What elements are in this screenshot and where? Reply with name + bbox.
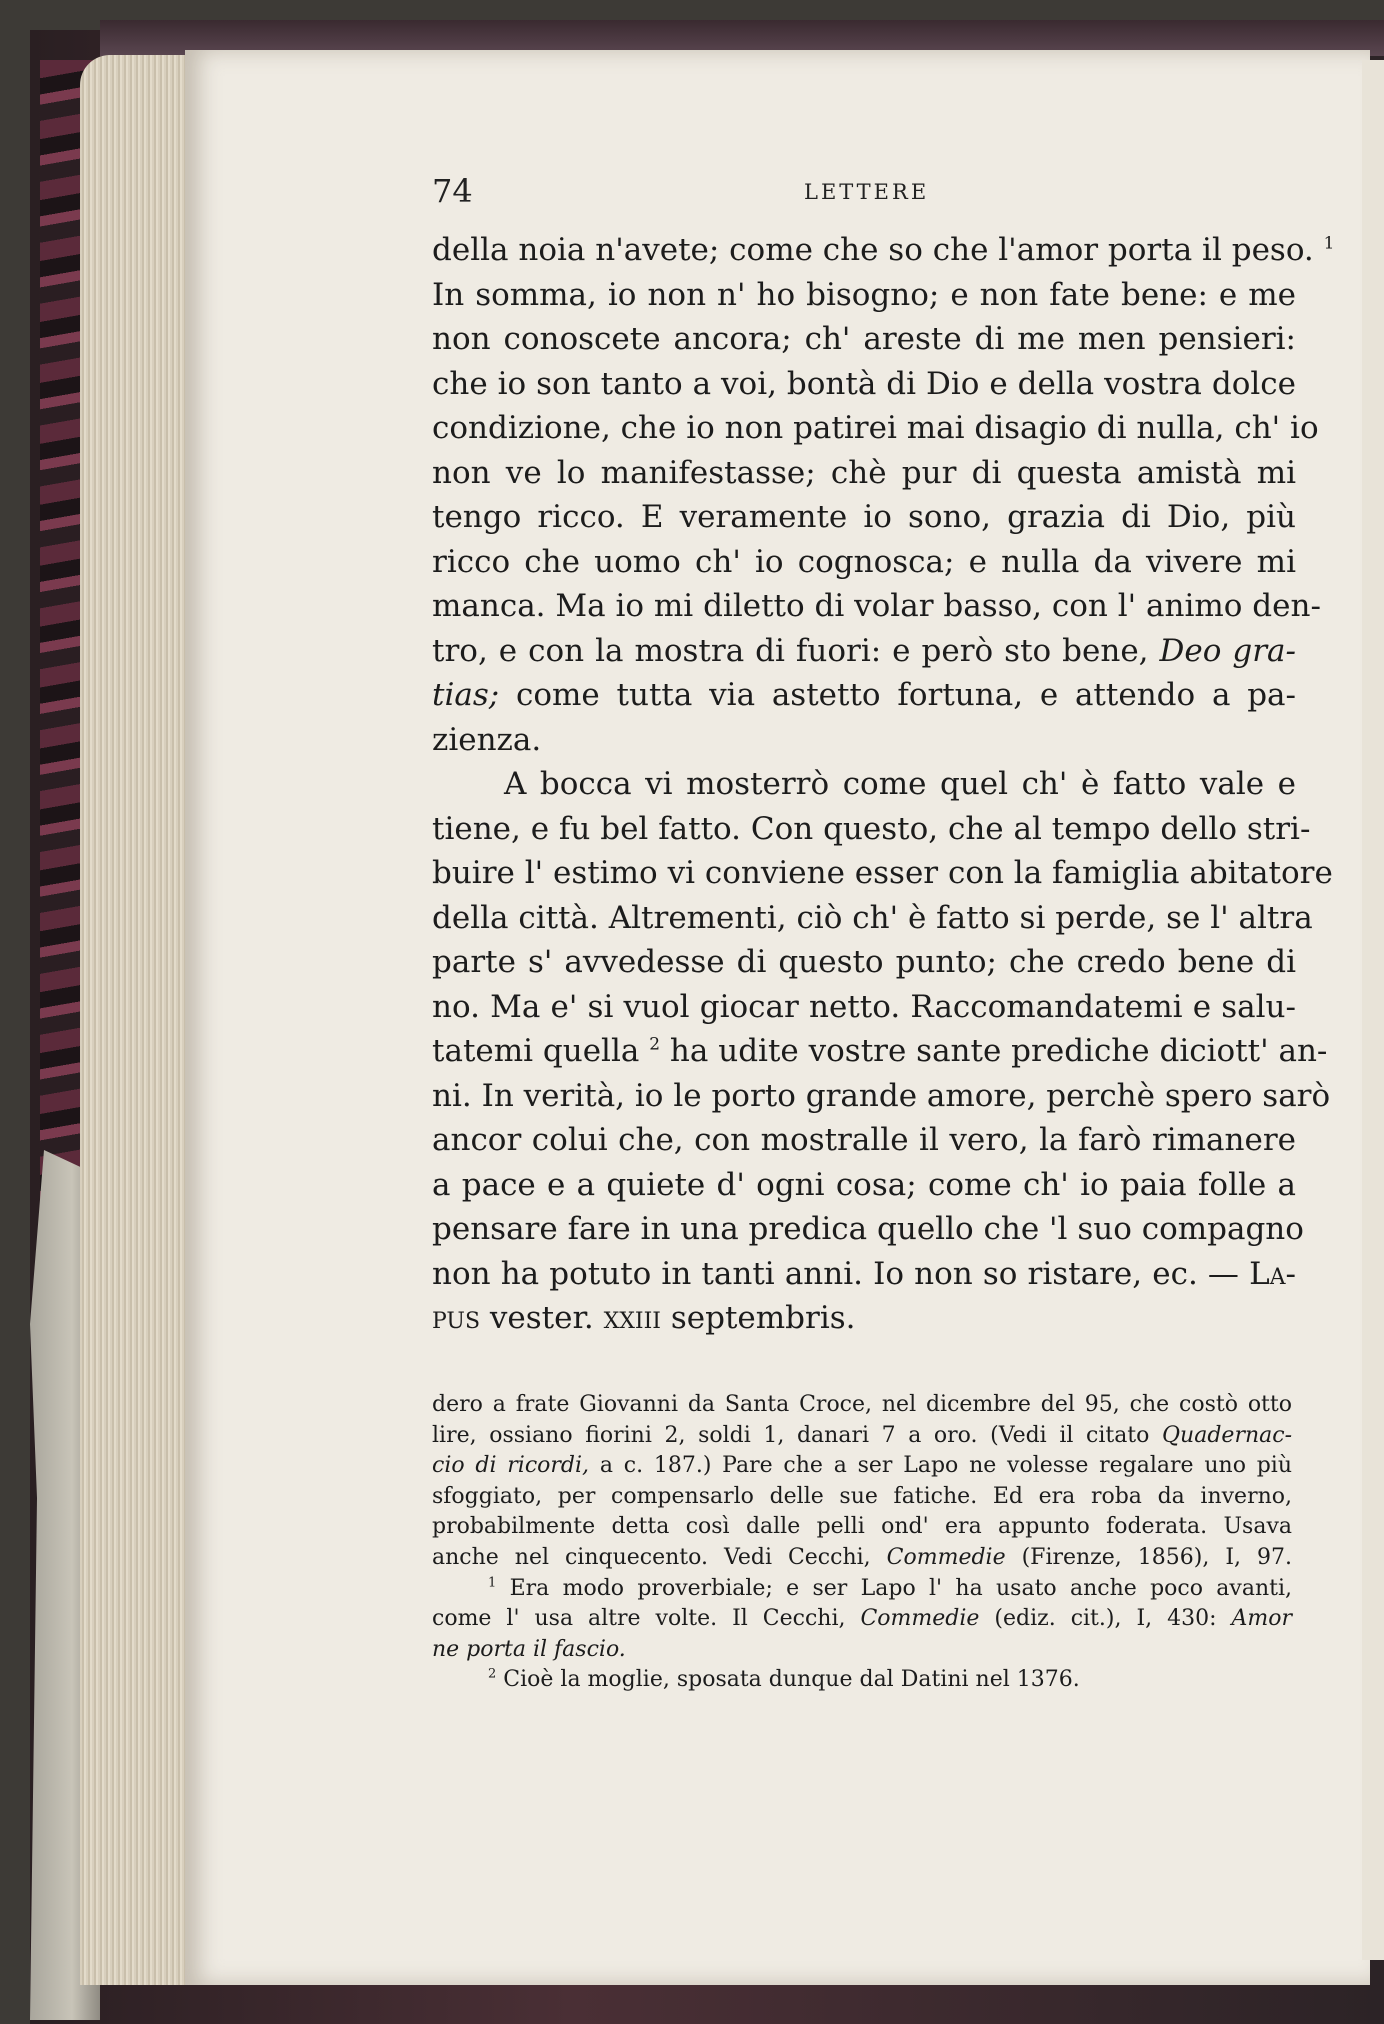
italic-text: ne porta il fascio. [432,1636,626,1662]
text-line [432,985,1296,1030]
line-text: septembris. [670,1300,856,1336]
footnote-line [432,1512,1292,1543]
line-text: che io son tanto a voi, bontà di Dio e della vostra dolce [432,365,1296,402]
text-line [432,1296,1296,1341]
line-text: sfoggiato, per compensarlo delle sue fatiche. Ed era roba da inverno, [432,1483,1292,1509]
line-text: tengo ricco. E veramente io sono, grazia di Dio, più [432,499,1296,535]
line-text: probabilmente detta così dalle pelli ond' era appunto foderata. Usava [432,1514,1292,1540]
text-line [432,362,1296,407]
line-text: vester. [489,1300,594,1336]
text-line [432,406,1319,451]
line-text: buire l' estimo vi conviene esser con la famiglia abitatore [432,855,1333,891]
footnote-line [432,1451,1292,1482]
text-line [432,1118,1296,1163]
line-text: manca. Ma io mi diletto di volar basso, con l' animo den- [432,588,1321,624]
line-text: ricco che uomo ch' io cognosca; e nulla da vivere mi [432,543,1296,580]
footnotes [432,1390,1292,1696]
next-page-strip [1362,60,1384,1960]
line-text: dero a frate Giovanni da Santa Croce, nel dicembre del 95, che costò otto [432,1392,1292,1417]
text-line [432,1252,1296,1297]
line-text: tro, e con la mostra di fuori: e però sto bene, [432,632,1149,669]
italic-text: Deo gra- [1159,632,1296,669]
text-line [432,718,1296,763]
text-line [432,1029,1328,1074]
text-line [432,629,1296,674]
text-line [432,495,1296,540]
footnote-marker: 1 [1323,233,1335,254]
footnote-line [432,1543,1292,1574]
line-text: ni. In verità, io le porto grande amore, perchè spero sarò [432,1077,1331,1114]
text-line [432,896,1313,941]
line-text: come l' usa altre volte. Il Cecchi, [432,1606,846,1632]
running-head [432,172,1292,212]
italic-text: cio di ricordi, [432,1453,590,1479]
text-line [432,451,1296,496]
italic-text: Quadernac- [1162,1422,1292,1448]
footnote-line [432,1482,1292,1513]
line-text: non ha potuto in tanti anni. Io non so ristare, ec. — [432,1255,1239,1292]
footnote-marker: 1 [488,1575,497,1591]
line-text: non ve lo manifestasse; chè pur di questa amistà mi [432,454,1296,491]
small-caps-text: xxiii [603,1300,661,1336]
footnote-line [432,1421,1292,1452]
italic-text: Amor [1231,1606,1293,1632]
line-text: ancor colui che, con mostralle il vero, la farò rimanere [432,1122,1296,1158]
line-text: tiene, e fu bel fatto. Con questo, che al tempo dello stri- [432,810,1311,847]
line-text: parte s' avvedesse di questo punto; che credo bene di [432,944,1296,980]
line-text: (Firenze, 1856), I, 97. [1021,1544,1292,1570]
line-text: lire, ossiano fiorini 2, soldi 1, danari 7 a oro. (Vedi il citato [432,1422,1150,1448]
text-line [432,1163,1296,1208]
text-line [432,540,1296,585]
page-number: 74 [432,172,473,210]
line-text: a c. 187.) Pare che a ser Lapo ne volesse regalare uno più [599,1453,1293,1479]
italic-text: Commedie [860,1606,980,1632]
line-text: come tutta via astetto fortuna, e attendo a pa- [516,677,1296,713]
running-head-title: LETTERE [804,180,930,204]
text-line [432,273,1296,318]
line-text: zienza. [432,721,542,758]
text-line [432,1207,1304,1252]
line-text: a pace e a quiete d' ogni cosa; come ch' io paia folle a [432,1166,1296,1203]
small-caps-text: pus [432,1300,481,1336]
small-caps-text: La- [1249,1255,1297,1292]
footnote-line [432,1390,1292,1421]
line-text: In somma, io non n' ho bisogno; e non fate bene: e me [432,276,1296,313]
line-text: Cioè la moglie, sposata dunque dal Datini nel 1376. [503,1667,1080,1693]
line-text: ha udite vostre sante prediche diciott' an- [669,1033,1328,1069]
line-text: no. Ma e' si vuol giocar netto. Raccomandatemi e salu- [432,988,1296,1025]
text-line [432,851,1333,896]
line-text: della città. Altrementi, ciò ch' è fatto si perde, se l' altra [432,899,1313,936]
text-line [432,673,1296,718]
main-text [432,228,1335,1341]
footnote-marker: 2 [488,1667,497,1683]
text-line [432,584,1321,629]
footnote-line [432,1635,1292,1666]
line-text: non conoscete ancora; ch' areste di me men pensieri: [432,321,1296,357]
text-line [432,940,1296,985]
text-line [432,762,1296,807]
text-line [432,1074,1331,1119]
line-text: anche nel cinquecento. Vedi Cecchi, [432,1544,871,1570]
line-text: condizione, che io non patirei mai disagio di nulla, ch' io [432,410,1319,446]
text-line [432,317,1296,362]
text-line [432,807,1311,852]
footnote-line [432,1604,1292,1635]
line-text: pensare fare in una predica quello che 'l suo compagno [432,1211,1304,1247]
page-edges [80,55,200,1985]
line-text: A bocca vi mosterrò come quel ch' è fatto vale e [504,766,1296,802]
line-text: tatemi quella [432,1033,640,1069]
line-text: della noia n'avete; come che so che l'amor porta il peso. [432,232,1314,268]
line-text: Era modo proverbiale; e ser Lapo l' ha usato anche poco avanti, [509,1575,1292,1601]
footnote-marker: 2 [649,1034,661,1055]
text-line [432,228,1335,273]
footnote-line [432,1574,1292,1605]
italic-text: Commedie [886,1544,1006,1570]
line-text: (ediz. cit.), I, 430: [994,1606,1217,1632]
footnote-line [432,1665,1292,1696]
italic-text: tias; [432,677,500,713]
